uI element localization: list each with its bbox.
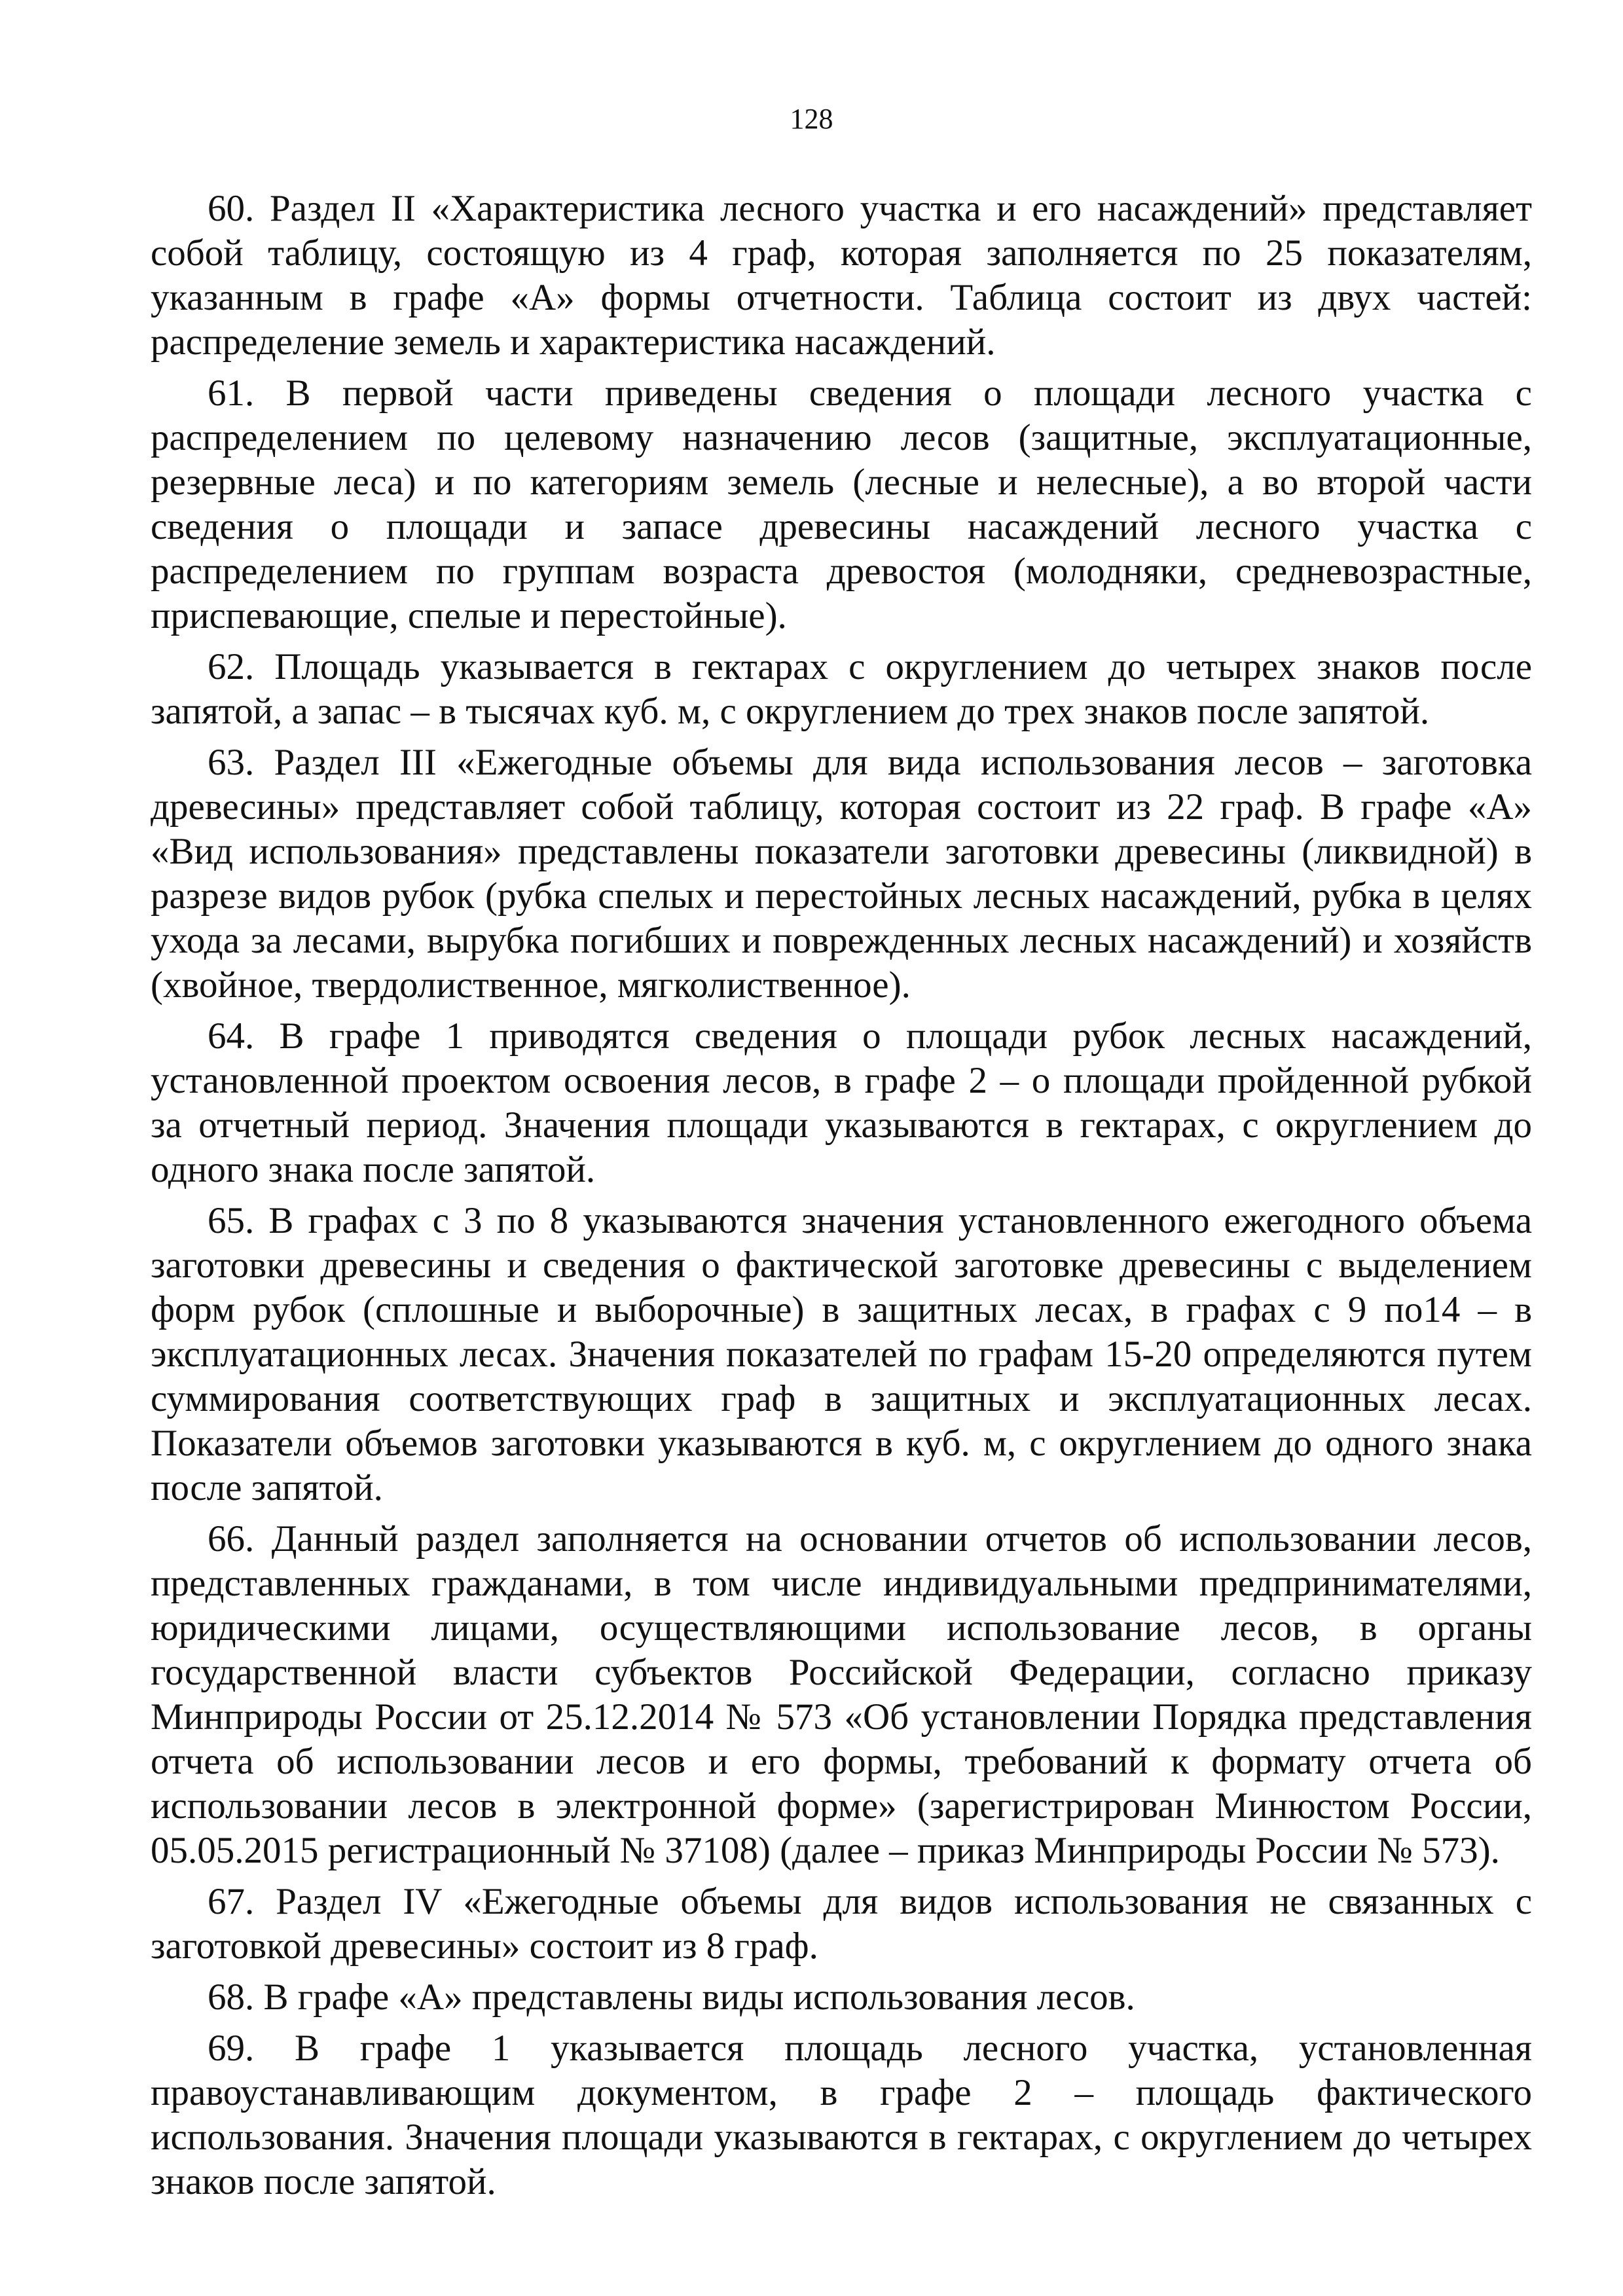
paragraph-64: 64. В графе 1 приводятся сведения о площади рубок лесных насаждений, установленной проектом освоения лесов, в графе 2 – о площади пройденной рубкой за отчетный период. Значения площади указываются в гектарах, с округлением до одного знака после запятой. <box>151 1015 1532 1190</box>
paragraph-63: 63. Раздел III «Ежегодные объемы для вида использования лесов – заготовка древесины» представляет собой таблицу, которая состоит из 22 граф. В графе «А» «Вид использования» представлены показатели заготовки древесины (ликвидной) в разрезе видов рубок (рубка спелых и перестойных лесных насаждений, рубка в целях ухода за лесами, вырубка погибших и поврежденных лесных насаждений) и хозяйств (хвойное, твердолиственное, мягколиственное). <box>151 742 1532 1006</box>
document-body <box>151 187 1532 2211</box>
paragraph-62: 62. Площадь указывается в гектарах с округлением до четырех знаков после запятой, а запас – в тысячах куб. м, с округлением до трех знаков после запятой. <box>151 646 1532 732</box>
paragraph-66: 66. Данный раздел заполняется на основании отчетов об использовании лесов, представленных гражданами, в том числе индивидуальными предпринимателями, юридическими лицами, осуществляющими использование лесов, в органы государственной власти субъектов Российской Федерации, согласно приказу Минприроды России от 25.12.2014 № 573 «Об установлении Порядка представления отчета об использовании лесов и его формы, требований к формату отчета об использовании лесов в электронной форме» (зарегистрирован Минюстом России, 05.05.2015 регистрационный № 37108) (далее – приказ Минприроды России № 573). <box>151 1518 1532 1871</box>
paragraph-65: 65. В графах с 3 по 8 указываются значения установленного ежегодного объема заготовки древесины и сведения о фактической заготовке древесины с выделением форм рубок (сплошные и выборочные) в защитных лесах, в графах с 9 по14 – в эксплуатационных лесах. Значения показателей по графам 15-20 определяются путем суммирования соответствующих граф в защитных и эксплуатационных лесах. Показатели объемов заготовки указываются в куб. м, с округлением до одного знака после запятой. <box>151 1200 1532 1508</box>
paragraph-61: 61. В первой части приведены сведения о площади лесного участка с распределением по целевому назначению лесов (защитные, эксплуатационные, резервные леса) и по категориям земель (лесные и нелесные), а во второй части сведения о площади и запасе древесины насаждений лесного участка с распределением по группам возраста древостоя (молодняки, средневозрастные, приспевающие, спелые и перестойные). <box>151 373 1532 636</box>
paragraph-67: 67. Раздел IV «Ежегодные объемы для видов использования не связанных с заготовкой древесины» состоит из 8 граф. <box>151 1881 1532 1967</box>
page-number: 128 <box>790 103 833 135</box>
paragraph-68: 68. В графе «А» представлены виды использования лесов. <box>208 1977 1135 2018</box>
paragraph-69: 69. В графе 1 указывается площадь лесного участка, установленная правоустанавливающим документом, в графе 2 – площадь фактического использования. Значения площади указываются в гектарах, с округлением до четырех знаков после запятой. <box>151 2028 1532 2202</box>
paragraph-60: 60. Раздел II «Характеристика лесного участка и его насаждений» представляет собой таблицу, состоящую из 4 граф, которая заполняется по 25 показателям, указанным в графе «А» формы отчетности. Таблица состоит из двух частей: распределение земель и характеристика насаждений. <box>151 188 1532 363</box>
